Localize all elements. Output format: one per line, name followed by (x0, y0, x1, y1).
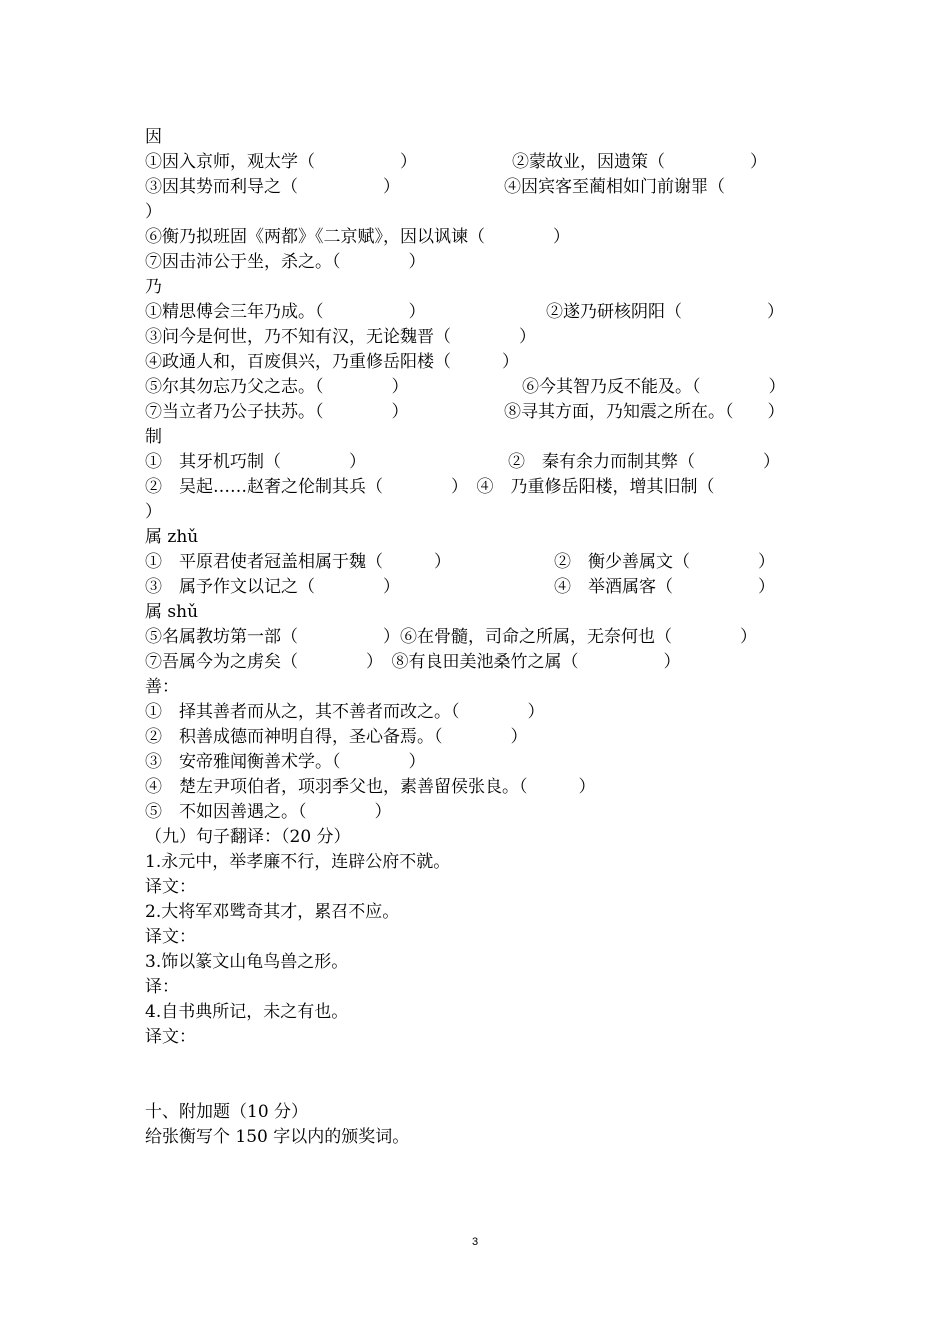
line-shu-1-left: ① 平原君使者冠盖相属于魏（ ） (145, 552, 451, 572)
translation-a3-label: 译： (145, 977, 179, 997)
line-zhi-1-right: ② 秦有余力而制其弊（ ） (508, 452, 780, 472)
translation-a2-label: 译文： (145, 927, 196, 947)
line-char-zhi: 制 (145, 427, 162, 447)
bonus-question: 给张衡写个 150 字以内的颁奖词。 (145, 1127, 410, 1147)
line-yin-6: ⑥衡乃拟班固《两都》《二京赋》，因以讽谏（ ） (145, 227, 570, 247)
line-yin-2-left: ③因其势而利导之（ ） (145, 177, 400, 197)
line-nai-7-right: ⑧寻其方面，乃知震之所在。（ ） (504, 402, 785, 422)
line-nai-7-left: ⑦当立者乃公子扶苏。（ ） (145, 402, 409, 422)
line-yin-2-cont: ） (145, 202, 162, 222)
section-translation-heading: （九）句子翻译：（20 分） (145, 827, 351, 847)
line-char-yin: 因 (145, 127, 162, 147)
line-nai-5-left: ⑤尔其勿忘乃父之志。（ ） (145, 377, 409, 397)
line-shan-3: ③ 安帝雅闻衡善术学。（ ） (145, 752, 426, 772)
line-nai-4: ④政通人和，百废俱兴，乃重修岳阳楼（ ） (145, 352, 519, 372)
line-zhi-2: ② 吴起……赵奢之伦制其兵（ ） ④ 乃重修岳阳楼，增其旧制（ (145, 477, 715, 497)
line-shu-1 (145, 550, 775, 574)
line-shu-1-right: ② 衡少善属文（ ） (554, 552, 775, 572)
translation-q3: 3.饰以篆文山龟鸟兽之形。 (145, 952, 349, 972)
translation-a1-label: 译文： (145, 877, 196, 897)
line-shan-5: ⑤ 不如因善遇之。（ ） (145, 802, 392, 822)
line-shu-3-right: ④ 举酒属客（ ） (554, 577, 775, 597)
line-shan-4: ④ 楚左尹项伯者，项羽季父也，素善留侯张良。（ ） (145, 777, 596, 797)
line-nai-5 (145, 375, 786, 399)
line-char-shu-shu: 属 shǔ (145, 602, 199, 622)
line-nai-1-left: ①精思傅会三年乃成。（ ） (145, 302, 426, 322)
line-nai-5-right: ⑥今其智乃反不能及。（ ） (522, 377, 786, 397)
line-shu-3-left: ③ 属予作文以记之（ ） (145, 577, 400, 597)
line-yin-2-right: ④因宾客至蔺相如门前谢罪（ (504, 177, 725, 197)
line-char-shu-zhu: 属 zhǔ (145, 527, 199, 547)
line-yin-1 (145, 150, 767, 174)
line-char-shan: 善： (145, 677, 179, 697)
line-shu-7: ⑦吾属今为之虏矣（ ） ⑧有良田美池桑竹之属（ ） (145, 652, 681, 672)
line-nai-3: ③问今是何世，乃不知有汉，无论魏晋（ ） (145, 327, 536, 347)
line-yin-7: ⑦因击沛公于坐，杀之。（ ） (145, 252, 426, 272)
line-yin-1-right: ②蒙故业，因遗策（ ） (512, 152, 767, 172)
translation-q1: 1.永元中，举孝廉不行，连辟公府不就。 (145, 852, 451, 872)
line-char-nai: 乃 (145, 277, 162, 297)
line-yin-2 (145, 175, 725, 199)
line-shan-2: ② 积善成德而神明自得，圣心备焉。（ ） (145, 727, 528, 747)
line-shu-5: ⑤名属教坊第一部（ ）⑥在骨髓，司命之所属，无奈何也（ ） (145, 627, 757, 647)
line-yin-1-left: ①因入京师，观太学（ ） (145, 152, 417, 172)
line-zhi-1-left: ① 其牙机巧制（ ） (145, 452, 366, 472)
translation-q4: 4.自书典所记，未之有也。 (145, 1002, 349, 1022)
line-shu-3 (145, 575, 775, 599)
translation-q2: 2.大将军邓骘奇其才，累召不应。 (145, 902, 400, 922)
line-zhi-1 (145, 450, 780, 474)
line-nai-7 (145, 400, 785, 424)
page-number: 3 (471, 1236, 479, 1248)
line-nai-1 (145, 300, 784, 324)
translation-a4-label: 译文： (145, 1027, 196, 1047)
section-bonus-heading: 十、附加题（10 分） (145, 1102, 309, 1122)
line-nai-1-right: ②遂乃研核阴阳（ ） (546, 302, 784, 322)
line-shan-1: ① 择其善者而从之，其不善者而改之。（ ） (145, 702, 545, 722)
line-zhi-2-cont: ） (145, 502, 162, 522)
